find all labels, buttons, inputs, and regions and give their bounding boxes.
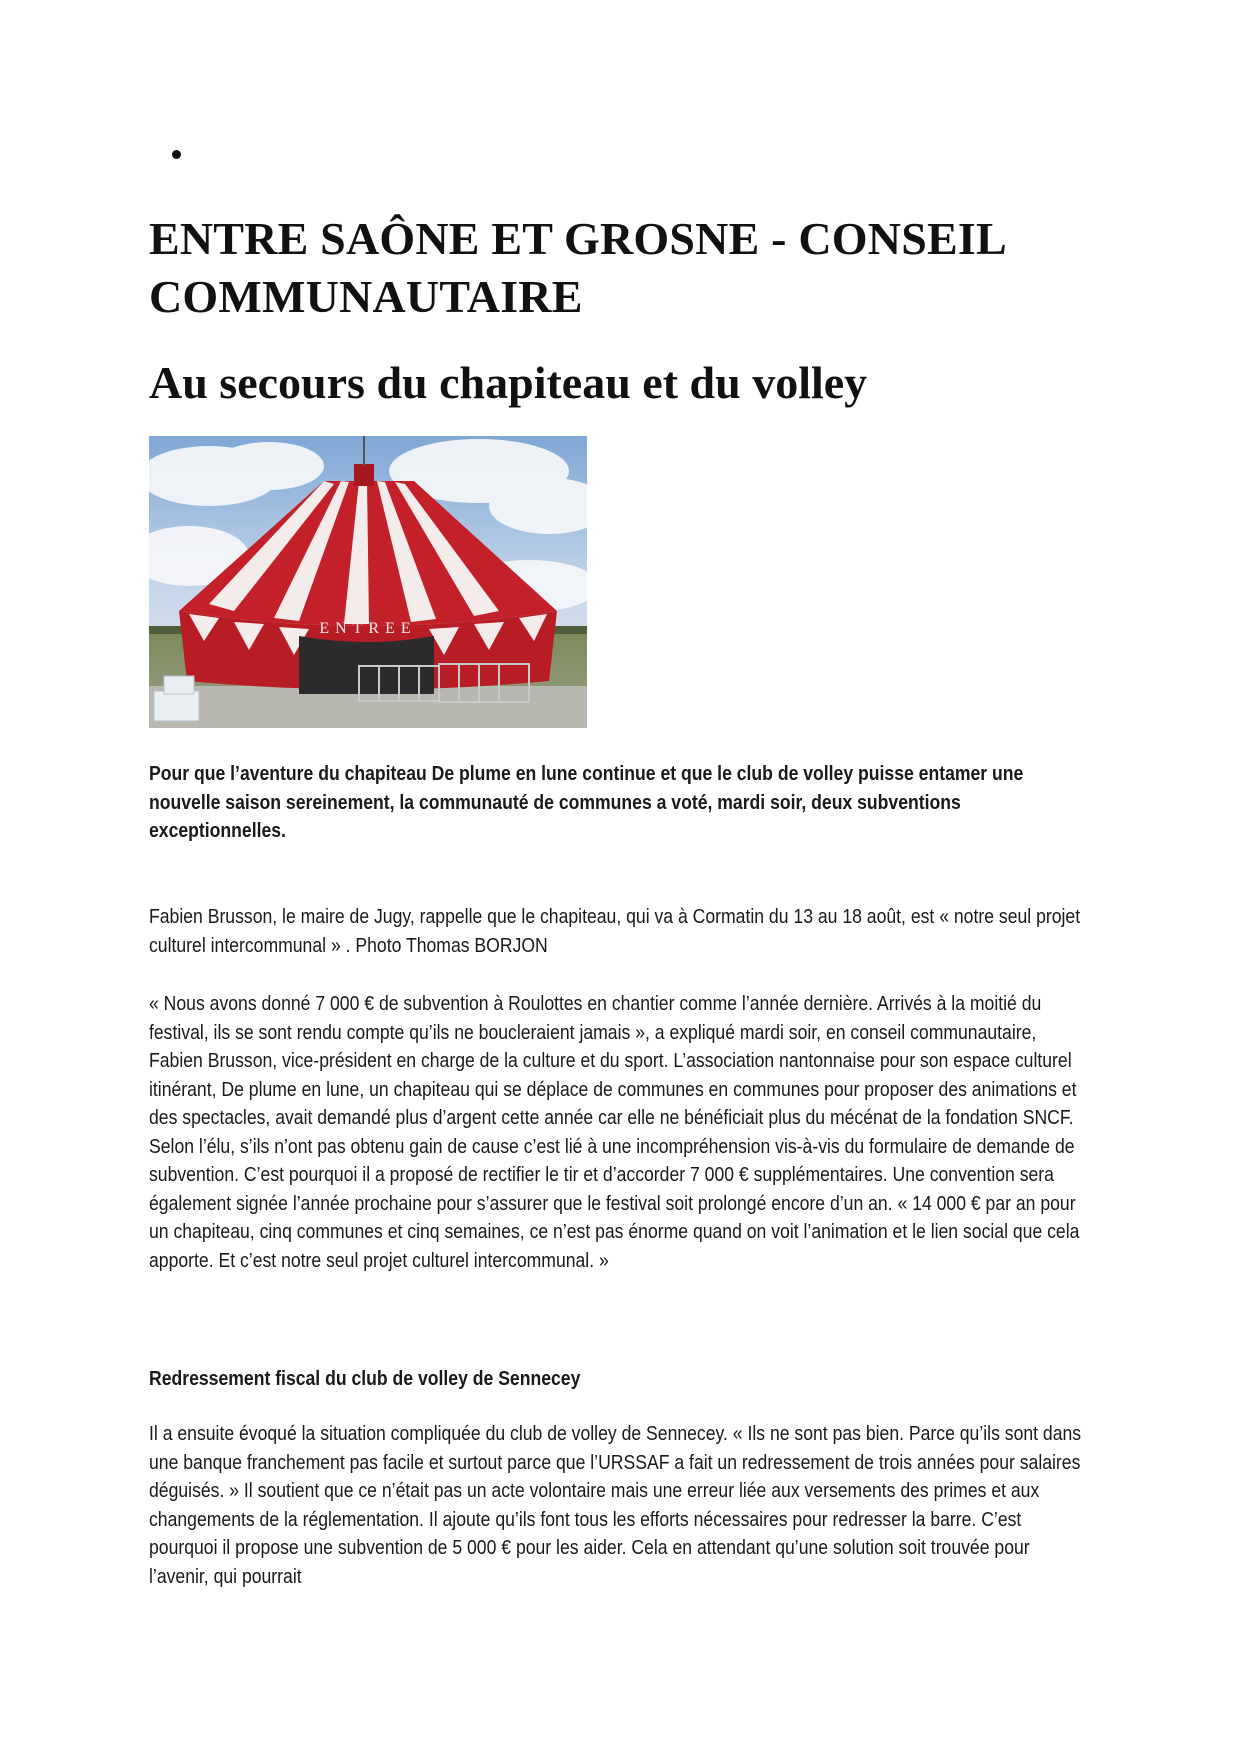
photo-caption: Fabien Brusson, le maire de Jugy, rappelle que le chapiteau, qui va à Cormatin du 13 au 18 août, est « notre seul projet culturel intercommunal » . Photo Thomas BORJON: [149, 906, 1081, 957]
article-subheading: Redressement fiscal du club de volley de Sennecey: [149, 1368, 581, 1390]
list-bullet: [172, 150, 181, 159]
tent-entree-text: ENTREE: [319, 620, 417, 637]
article-body-paragraph: « Nous avons donné 7 000 € de subvention à Roulottes en chantier comme l’année dernière. Arrivés à la moitié du festival, ils se sont rendu compte qu’ils ne boucleraient jamais », a expliqué mardi soir, en conseil communautaire, Fabien Brusson, vice-président en charge de la culture et du sport. L’association nantonnaise pour son espace culturel itinérant, De plume en lune, un chapiteau qui se déplace de communes en communes pour proposer des animations et des spectacles, avait demandé plus d’argent cette année car elle ne bénéficiait plus du mécénat de la fondation SNCF. Selon l’élu, s’ils n’ont pas obtenu gain de cause c’est lié à une incompréhension vis-à-vis du formulaire de demande de subvention. C’est pourquoi il a proposé de rectifier le tir et d’accorder 7 000 € supplémentaires. Une convention sera également signée l’année prochaine pour s’assurer que le festival soit prolongé encore d’un an. « 14 000 € par an pour un chapiteau, cinq communes et cinq semaines, ce n’est pas énorme quand on voit l’animation et le lien social que cela apporte. Et c’est notre seul projet culturel intercommunal. »: [149, 993, 1080, 1272]
circus-tent-photo: [149, 436, 587, 728]
section-title: ENTRE SAÔNE ET GROSNE - CONSEIL COMMUNAUTAIRE: [149, 213, 1005, 322]
article-headline: Au secours du chapiteau et du volley: [149, 357, 868, 408]
article-body-paragraph-2: Il a ensuite évoqué la situation compliquée du club de volley de Sennecey. « Ils ne sont pas bien. Parce qu’ils sont dans une banque franchement pas facile et surtout parce que l’URSSAF a fait un redressement de trois années pour salaires déguisés. » Il soutient que ce n’était pas un acte volontaire mais une erreur liée aux versements des primes et aux changements de la réglementation. Il ajoute qu’ils font tous les efforts nécessaires pour redresser la barre. C’est pourquoi il propose une subvention de 5 000 € pour les aider. Cela en attendant qu’une solution soit trouvée pour l’avenir, qui pourrait: [149, 1423, 1082, 1588]
article-lead: Pour que l’aventure du chapiteau De plume en lune continue et que le club de volley puisse entamer une nouvelle saison sereinement, la communauté de communes a voté, mardi soir, deux subventions exceptionnelles.: [149, 763, 1024, 842]
